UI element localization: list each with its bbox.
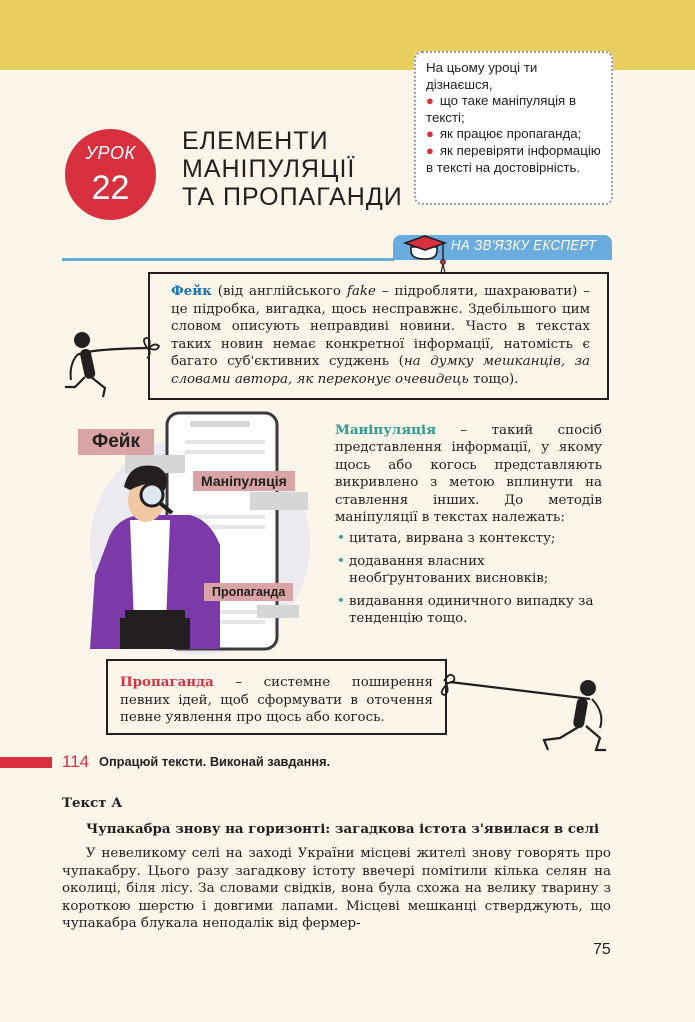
manipulation-methods-list: [335, 530, 602, 627]
bullet-icon: ●: [426, 126, 434, 142]
list-item: • додавання власних необґрунтованих висновків;: [335, 553, 602, 588]
bullet-icon: ●: [426, 142, 434, 158]
objectives-intro: На цьому уроці ти дізнаєшся,: [426, 60, 538, 92]
manipulation-definition: Маніпуляція – такий спосіб представлення інформації, у якому щось або когось представляють викривлено з метою вплинути на ставлення інших. До методів маніпуляції в текстах належать: • цитата, вирвана з контексту; • додавання власних необґрунтованих висновків; • видавання одиничного випадку за тенденцію тощо.: [335, 422, 602, 632]
expert-divider-line: [62, 258, 394, 261]
term-manipulation: Маніпуляція: [335, 422, 436, 438]
list-item: • цитата, вирвана з контексту;: [335, 530, 602, 547]
tag-propaganda: Пропаганда: [204, 583, 293, 601]
stick-figure-pulling-icon: [440, 668, 615, 753]
detective-illustration: [60, 405, 330, 655]
lesson-title: [182, 127, 403, 211]
lesson-title-line: ЕЛЕМЕНТИ: [182, 127, 329, 155]
objective-item: ● як працює пропаганда;: [426, 126, 582, 142]
tag-fake: Фейк: [78, 429, 154, 455]
lesson-title-line: МАНІПУЛЯЦІЇ: [182, 155, 356, 183]
text-label: Текст А: [62, 795, 123, 811]
page-number: 75: [593, 941, 611, 958]
term-fake: Фейк: [171, 283, 212, 299]
article-title: Чупакабра знову на горизонті: загадкова істота з'явилася в селі: [86, 821, 600, 837]
lesson-title-line: ТА ПРОПАГАНДИ: [182, 183, 403, 211]
article-body: У невеликому селі на заході України місцеві жителі знову говорять про чупакабру. Цього разу загадкову істоту ввечері помітили кілька селян на околиці, біля лісу. За словами свідків, вона була схожа на велику тварину з короткою шерстю і довгими лапами. Місцеві мешканці стверджують, що чупакабра блукала неподалік від фермер-: [62, 846, 611, 932]
expert-tab-label: НА ЗВ'ЯЗКУ ЕКСПЕРТ: [451, 238, 597, 254]
task-instruction: Опрацюй тексти. Виконай завдання.: [99, 754, 331, 769]
graduation-cap-icon: [403, 233, 453, 273]
task-number: 114: [62, 752, 90, 771]
lesson-badge: [65, 129, 156, 220]
task-marker-bar: [0, 757, 52, 768]
fake-definition-box: Фейк (від англійського fake – підробляти, шахраювати) – це підробка, вигадка, щось несправжнє. Здебільшого цим словом описують неправдиві новини. Часто в текстах таких новин немає конкретної інформації, натомість є багато суб'єктивних суджень (на думку мешканців, за словами автора, як переконує очевидець тощо).: [148, 272, 609, 400]
bullet-icon: ●: [426, 93, 434, 109]
term-propaganda: Пропаганда: [120, 674, 214, 690]
list-item: • видавання одиничного випадку за тенденцію тощо.: [335, 593, 602, 628]
objective-item: ● що таке маніпуляція в тексті;: [426, 93, 577, 125]
lesson-number: 22: [91, 169, 130, 207]
propaganda-definition-box: Пропаганда – системне поширення певних ідей, щоб сформувати в оточення певне уявлення про щось або когось.: [106, 659, 447, 735]
lesson-objectives-box: [414, 51, 613, 205]
lesson-label: УРОК: [85, 143, 136, 163]
objective-item: ● як перевіряти інформацію в тексті на достовірність.: [426, 142, 601, 175]
tag-manipulation: Маніпуляція: [193, 471, 295, 491]
stick-figure-pulling-icon: [55, 325, 165, 405]
